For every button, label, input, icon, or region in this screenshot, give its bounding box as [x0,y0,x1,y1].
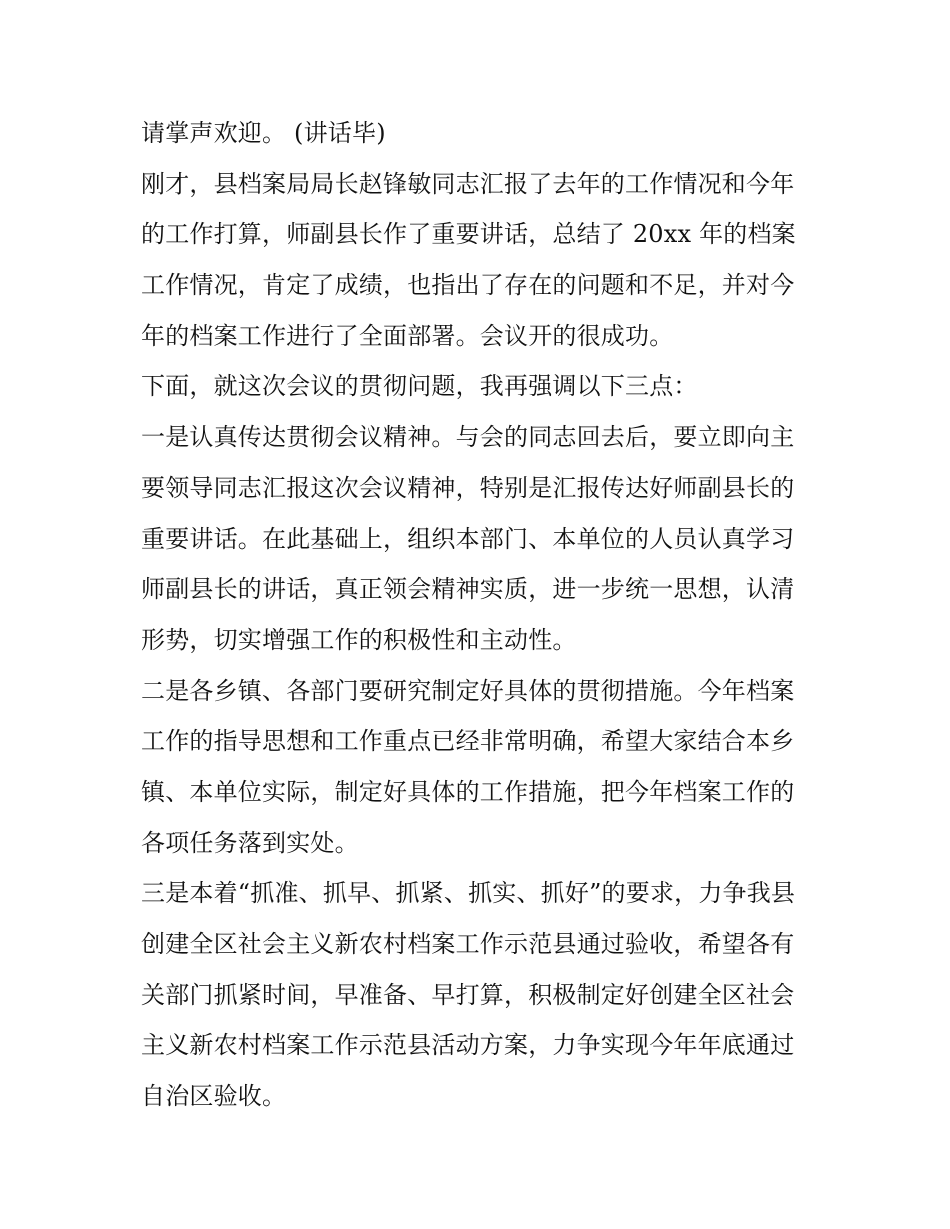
text-line: 重要讲话。在此基础上，组织本部门、本单位的人员认真学习 [141,524,795,553]
text-line: 工作情况，肯定了成绩，也指出了存在的问题和不足，并对今 [141,271,795,300]
text-line: 下面，就这次会议的贯彻问题，我再强调以下三点： [141,372,698,401]
text-line: 工作的指导思想和工作重点已经非常明确，希望大家结合本乡 [141,727,795,756]
text-line: 三是本着“抓准、抓早、抓紧、抓实、抓好”的要求，力争我县 [141,879,796,908]
text-line: 二是各乡镇、各部门要研究制定好具体的贯彻措施。今年档案 [141,676,795,705]
document-body [141,108,821,1122]
text-line: 自治区验收。 [141,1082,287,1111]
text-line: 镇、本单位实际，制定好具体的工作措施，把今年档案工作的 [141,777,795,806]
text-line: 年的档案工作进行了全面部署。会议开的很成功。 [141,321,674,350]
text-line: 一是认真传达贯彻会议精神。与会的同志回去后，要立即向主 [141,423,795,452]
text-line: 主义新农村档案工作示范县活动方案，力争实现今年年底通过 [141,1031,795,1060]
text-line: 要领导同志汇报这次会议精神，特别是汇报传达好师副县长的 [141,473,795,502]
text-line: 的工作打算，师副县长作了重要讲话，总结了 20xx 年的档案 [141,220,796,249]
text-line: 各项任务落到实处。 [141,828,359,857]
text-line: 关部门抓紧时间，早准备、早打算，积极制定好创建全区社会 [141,980,795,1009]
text-line: 请掌声欢迎。 (讲话毕) [141,119,386,147]
text-line: 刚才，县档案局局长赵锋敏同志汇报了去年的工作情况和今年 [141,169,795,198]
text-line: 创建全区社会主义新农村档案工作示范县通过验收，希望各有 [141,930,795,958]
text-line: 师副县长的讲话，真正领会精神实质，进一步统一思想，认清 [141,575,795,604]
text-line: 形势，切实增强工作的积极性和主动性。 [141,625,577,654]
